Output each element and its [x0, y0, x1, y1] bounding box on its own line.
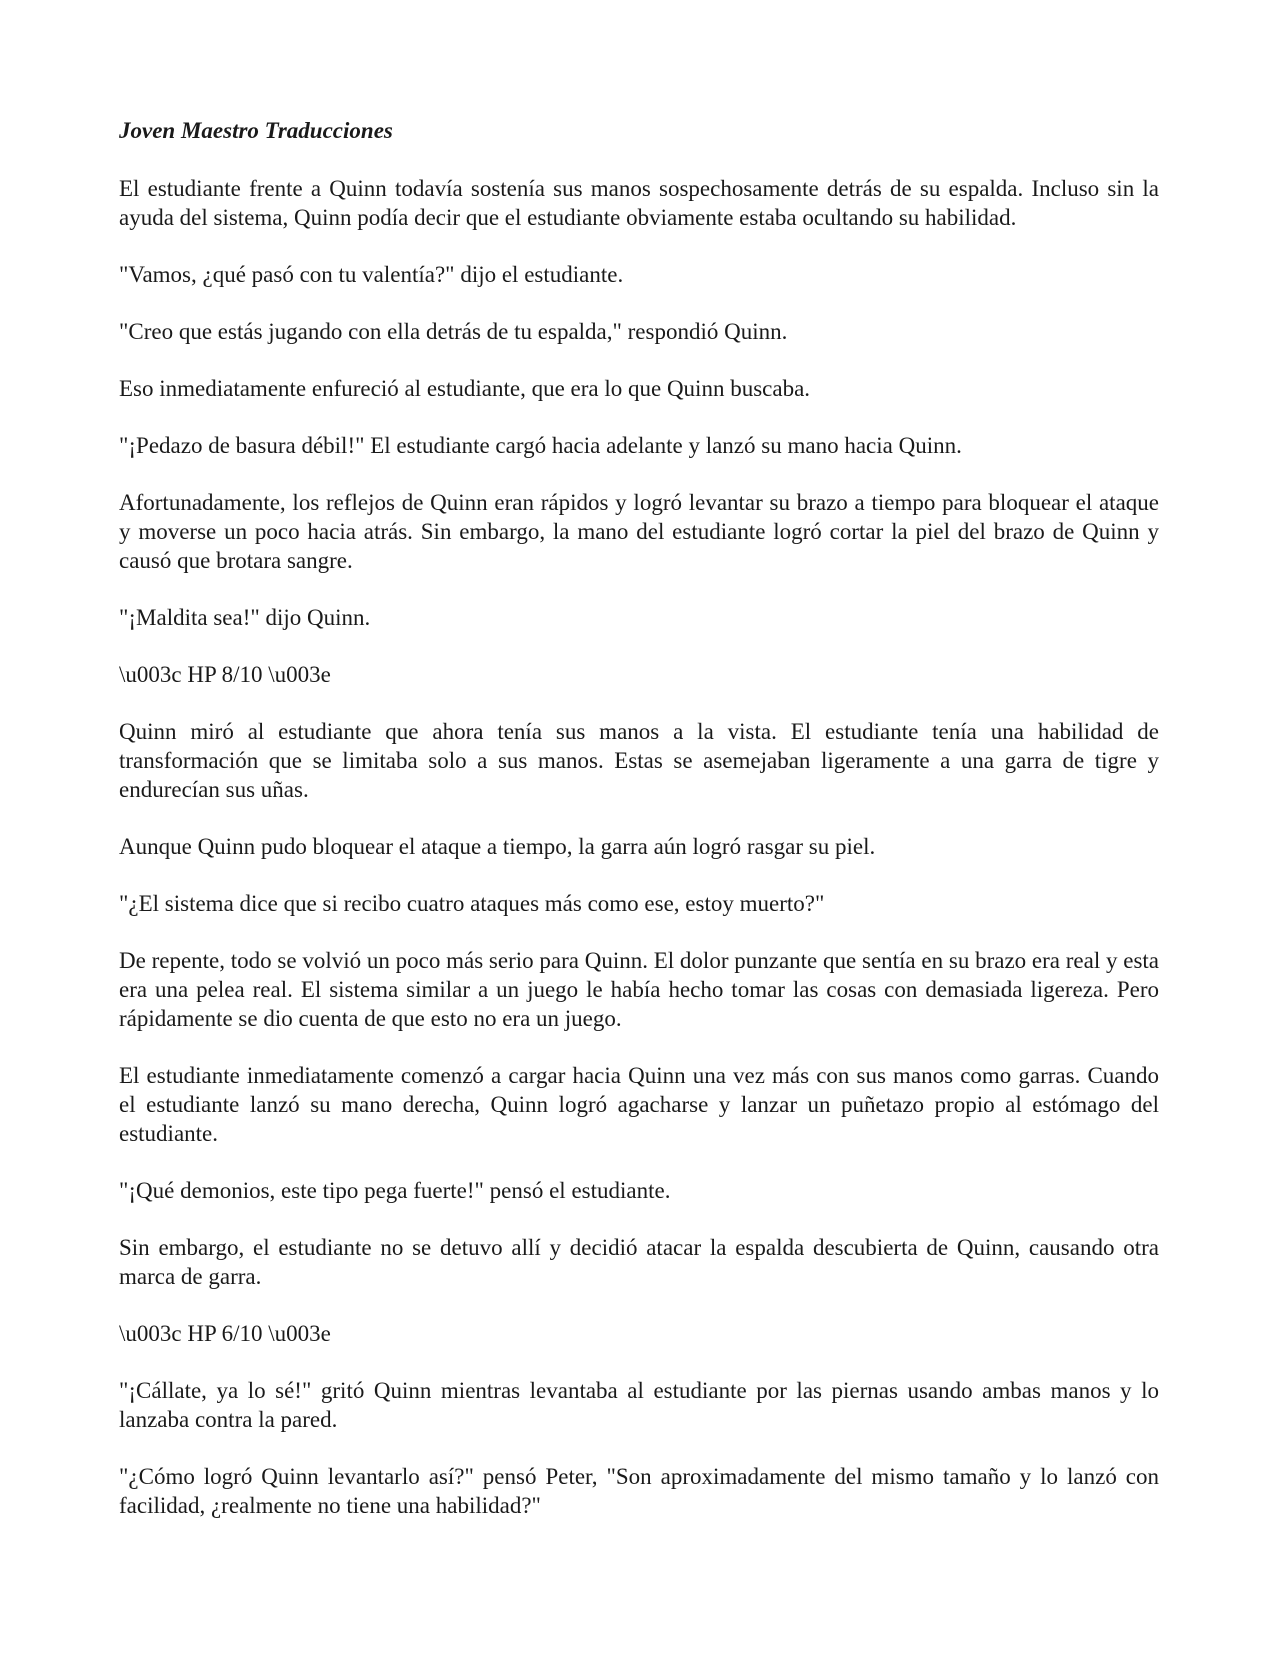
paragraph-12: De repente, todo se volvió un poco más serio para Quinn. El dolor punzante que sentía en su brazo era real y esta era una pelea real. El sistema similar a un juego le había hecho tomar las cosas con demasiada ligereza. Pero rápidamente se dio cuenta de que esto no era un juego. [119, 948, 1159, 1031]
hp-status-line-1: \u003c HP 8/10 \u003e [119, 662, 331, 687]
document-title: Joven Maestro Traducciones [119, 118, 393, 143]
document-page [119, 116, 1159, 1548]
paragraph-14: "¡Qué demonios, este tipo pega fuerte!" pensó el estudiante. [119, 1178, 671, 1203]
paragraph-4: Eso inmediatamente enfureció al estudiante, que era lo que Quinn buscaba. [119, 376, 811, 401]
paragraph-7: "¡Maldita sea!" dijo Quinn. [119, 605, 371, 630]
paragraph-5: "¡Pedazo de basura débil!" El estudiante cargó hacia adelante y lanzó su mano hacia Quinn. [119, 433, 962, 458]
paragraph-3: "Creo que estás jugando con ella detrás de tu espalda," respondió Quinn. [119, 319, 788, 344]
paragraph-13: El estudiante inmediatamente comenzó a cargar hacia Quinn una vez más con sus manos como garras. Cuando el estudiante lanzó su mano derecha, Quinn logró agacharse y lanzar un puñetazo propio al estómago del estudiante. [119, 1063, 1159, 1146]
paragraph-9: Quinn miró al estudiante que ahora tenía sus manos a la vista. El estudiante tenía una habilidad de transformación que se limitaba solo a sus manos. Estas se asemejaban ligeramente a una garra de tigre y endurecían sus uñas. [119, 719, 1159, 802]
paragraph-15: Sin embargo, el estudiante no se detuvo allí y decidió atacar la espalda descubierta de Quinn, causando otra marca de garra. [119, 1235, 1159, 1289]
paragraph-18: "¿Cómo logró Quinn levantarlo así?" pensó Peter, "Son aproximadamente del mismo tamaño y lo lanzó con facilidad, ¿realmente no tiene una habilidad?" [119, 1464, 1159, 1518]
paragraph-17: "¡Cállate, ya lo sé!" gritó Quinn mientras levantaba al estudiante por las piernas usando ambas manos y lo lanzaba contra la pared. [119, 1378, 1159, 1432]
hp-status-line-2: \u003c HP 6/10 \u003e [119, 1321, 331, 1346]
paragraph-1: El estudiante frente a Quinn todavía sostenía sus manos sospechosamente detrás de su espalda. Incluso sin la ayuda del sistema, Quinn podía decir que el estudiante obviamente estaba ocultando su habilidad. [119, 176, 1159, 230]
paragraph-11: "¿El sistema dice que si recibo cuatro ataques más como ese, estoy muerto?" [119, 891, 825, 916]
paragraph-6: Afortunadamente, los reflejos de Quinn eran rápidos y logró levantar su brazo a tiempo para bloquear el ataque y moverse un poco hacia atrás. Sin embargo, la mano del estudiante logró cortar la piel del brazo de Quinn y causó que brotara sangre. [119, 490, 1159, 573]
paragraph-2: "Vamos, ¿qué pasó con tu valentía?" dijo el estudiante. [119, 262, 624, 287]
paragraph-10: Aunque Quinn pudo bloquear el ataque a tiempo, la garra aún logró rasgar su piel. [119, 834, 876, 859]
